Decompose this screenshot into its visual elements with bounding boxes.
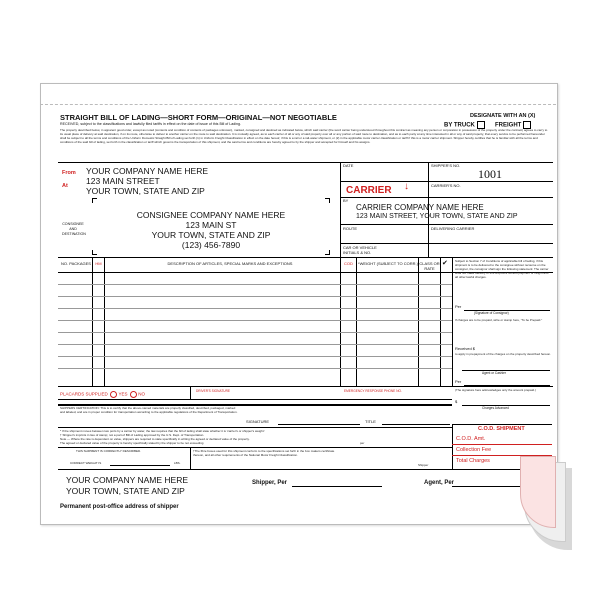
car-vehicle-label: CAR OR VEHICLE INITIALS & NO. — [343, 245, 377, 255]
carrier-title: CARRIER — [346, 185, 392, 196]
rule — [340, 197, 553, 198]
per-label: Per — [455, 304, 462, 309]
rule — [418, 257, 419, 386]
form-title: STRAIGHT BILL OF LADING—SHORT FORM—ORIGINAL—NOT NEGOTIABLE — [60, 113, 337, 122]
rule — [452, 424, 552, 425]
total-charges-label: Total Charges — [456, 458, 490, 464]
rule — [58, 447, 452, 448]
row-line — [58, 296, 452, 297]
ack-text: (The signature here acknowledges only the amount prepaid.) — [455, 388, 536, 392]
rule — [190, 447, 191, 469]
fibre-box-text: †The fibre boxes used for this shipment conform to the specifications set forth in the box makers certificate thereon, and all other requirements of the National Motor Freight Classification. — [193, 449, 335, 457]
col-class-rate: CLASS OR RATE — [419, 261, 440, 271]
per2-label: Per — [455, 379, 462, 384]
rule — [356, 257, 357, 386]
rule — [452, 257, 453, 386]
row-line — [58, 344, 452, 345]
col-weight: *WEIGHT (SUBJECT TO CORR.) — [358, 261, 418, 266]
note-4: The agreed or declared value of the property is hereby specifically stated by the shipper to be not exceeding — [60, 441, 204, 445]
at-label: At — [62, 183, 68, 189]
prepaid-text: If charges are to be prepaid, write or stamp here, "To be Prepaid." — [455, 318, 543, 322]
rule — [292, 486, 382, 487]
consignee-street[interactable]: 123 MAIN ST — [185, 220, 237, 230]
rule — [104, 257, 105, 386]
rule — [340, 224, 553, 225]
placards-label — [60, 391, 145, 398]
note-2: † Shipper's imprints in lieu of stamp; not a part of Bill of Lading approved by the U.S. Dept. of Transportation. — [60, 433, 205, 437]
received-label: Received $ — [455, 346, 476, 351]
form-number: 1001 — [478, 167, 502, 181]
permanent-address-label: Permanent post-office address of shipper — [60, 504, 179, 510]
apply-text: to apply in prepayment of the charges on the property described hereon. — [455, 352, 552, 356]
correct-weight-label: CORRECT WEIGHT IS — [70, 461, 102, 465]
row-line — [58, 320, 452, 321]
footer-city[interactable]: YOUR TOWN, STATE AND ZIP — [66, 486, 185, 496]
cod-amt-label: C.O.D. Amt. — [456, 436, 486, 442]
carrier-name[interactable]: CARRIER COMPANY NAME HERE — [356, 203, 484, 212]
rule — [58, 162, 553, 163]
shipper-certification: SHIPPERS CERTIFICATION: This is to certify that the above-named materials are properly classified, described, packaged, marked and labeled, and are in proper condition for transportation according to the applicable regulations of the Department of Transportation. — [60, 406, 238, 414]
note-3: Note — Where the rate is dependent on value, shippers are required to state specifically in writing the agreed or declared value of the property. — [60, 437, 250, 441]
shippers-no-label: SHIPPER'S NO. — [431, 163, 461, 168]
address-bracket — [92, 250, 97, 255]
yes-radio[interactable] — [110, 391, 117, 398]
rule — [58, 399, 452, 400]
emergency-phone-label: EMERGENCY RESPONSE PHONE NO. — [344, 389, 402, 393]
rule — [464, 385, 550, 386]
route-label: ROUTE — [343, 226, 357, 231]
no-radio[interactable] — [130, 391, 137, 398]
rule — [110, 465, 170, 466]
consignee-name[interactable]: CONSIGNEE COMPANY NAME HERE — [136, 210, 286, 220]
shipper-name[interactable]: YOUR COMPANY NAME HERE — [86, 166, 209, 176]
row-line — [58, 284, 452, 285]
charges-advanced-label: Charges Advanced — [482, 406, 509, 410]
lbs-label: LBS. — [174, 461, 181, 465]
yes-label: YES — [118, 391, 128, 397]
rule — [92, 257, 93, 386]
check-icon: ✔ — [442, 260, 448, 267]
designate-label: DESIGNATE WITH AN (X) — [470, 113, 536, 119]
freight-label: FREIGHT — [495, 122, 522, 129]
consignee-city[interactable]: YOUR TOWN, STATE AND ZIP — [151, 230, 271, 240]
rule — [452, 444, 552, 445]
cod-title: C.O.D. SHIPMENT — [478, 426, 525, 432]
down-arrow-icon: ↓ — [404, 181, 409, 192]
col-cod: COD — [344, 261, 353, 266]
row-line — [58, 308, 452, 309]
footer-company-name[interactable]: YOUR COMPANY NAME HERE — [66, 475, 189, 485]
rule — [452, 424, 453, 469]
rule — [340, 181, 553, 182]
shipper-small-label: Shipper — [418, 463, 429, 467]
rule — [462, 370, 550, 371]
carrier-by-label: BY — [343, 198, 349, 203]
col-description: DESCRIPTION OF ARTICLES, SPECIAL MARKS AND EXCEPTIONS — [167, 261, 293, 266]
consignee-phone[interactable]: (123) 456-7890 — [181, 240, 241, 250]
rule — [58, 427, 452, 428]
collection-fee-label: Collection Fee — [456, 447, 492, 453]
address-bracket — [92, 198, 97, 203]
col-packages: NO. PACKAGES — [61, 261, 91, 266]
rule — [440, 257, 441, 386]
date-label: DATE — [343, 163, 354, 168]
perforation-line — [40, 104, 556, 105]
signature-label: SIGNATURE — [246, 419, 270, 424]
rule — [190, 386, 191, 399]
form-subtitle: RECEIVED, subject to the classifications and lawfully filed tariffs in effect on the date of issue of this Bill of Lading. — [60, 122, 242, 126]
by-truck-label: BY TRUCK — [444, 122, 475, 129]
note-per: per — [360, 441, 365, 445]
rule — [58, 469, 553, 470]
from-label: From — [62, 170, 76, 176]
address-bracket — [325, 250, 330, 255]
rule — [278, 424, 360, 425]
agent-cashier-label: Agent or Cashier — [482, 371, 506, 375]
row-line — [58, 332, 452, 333]
shipper-city[interactable]: YOUR TOWN, STATE AND ZIP — [86, 186, 205, 196]
rule — [58, 257, 553, 258]
shipper-street[interactable]: 123 MAIN STREET — [86, 176, 160, 186]
address-bracket — [325, 198, 330, 203]
placards-text: PLACARDS SUPPLIED — [60, 391, 108, 397]
consignee-label: CONSIGNEE AND DESTINATION — [62, 222, 86, 236]
rule — [382, 424, 450, 425]
shipper-per-label: Shipper, Per — [252, 480, 288, 486]
row-line — [58, 356, 452, 357]
dollar-label: $ — [455, 399, 458, 404]
correctly-described: THIS SHIPMENT IS CORRECTLY DESCRIBED. — [76, 449, 142, 453]
delivering-carrier-label: DELIVERING CARRIER — [431, 226, 475, 231]
rule — [340, 257, 341, 386]
section7-text: Subject to Section 7 of Conditions of applicable bill of lading, if this shipment is to be delivered to the consignee without recourse on the consignor, the consignor shall sign the following statement: The carrier shall not make delivery of this shipment without payment of freight and all other lawful charges. — [455, 259, 549, 279]
no-label: NO — [138, 391, 146, 397]
carriers-no-label: CARRIER'S NO. — [431, 183, 461, 188]
carrier-address[interactable]: 123 MAIN STREET, YOUR TOWN, STATE AND ZIP — [356, 213, 518, 220]
col-hm: HM — [95, 261, 102, 266]
consignor-signature: (Signature of Consignor) — [474, 311, 509, 315]
rule — [58, 386, 553, 387]
rule — [340, 243, 553, 244]
title-label: TITLE — [365, 419, 376, 424]
agent-per-label: Agent, Per — [424, 480, 455, 486]
driver-signature-label: DRIVER'S SIGNATURE — [196, 389, 231, 393]
legal-paragraph: The property described below, in apparent good order, except as noted (contents and condition of contents of packages unknown), marked, consigned and destined as indicated below, which said carrier (the word carrier being understood throughout this contract as meaning any person or corporation in possession of the property under the contract) agrees to carry to its usual place of delivery at said destination, if on its route, otherwise to deliver to another carrier on the route to said destination. It is mutually agreed, as to each carrier of all or any of said property over all or any portion of said route to destination, and as to each party at any time interested in all or any of said property, that every service to be performed hereunder shall be subject to all the terms and conditions of the Uniform Domestic Straight Bill of Lading set forth (1) in Uniform Freight Classification in effect on the date hereof, if this is a rail or a rail-water shipment, or (2) in the applicable motor carrier classification or tariff if this is a motor carrier shipment. Shipper hereby certifies that he is familiar with all the terms and conditions of the said bill of lading, set forth in the classification or tariff which governs the transportation of this shipment, and the said terms and conditions are hereby agreed to by the shipper and accepted for himself and his assigns. — [60, 128, 548, 144]
row-line — [58, 368, 452, 369]
note-1: * If the shipment moves between two ports by a carrier by water, the law requires that the bill of lading shall state whether it is 'carrier's or shipper's weight.' — [60, 429, 266, 433]
